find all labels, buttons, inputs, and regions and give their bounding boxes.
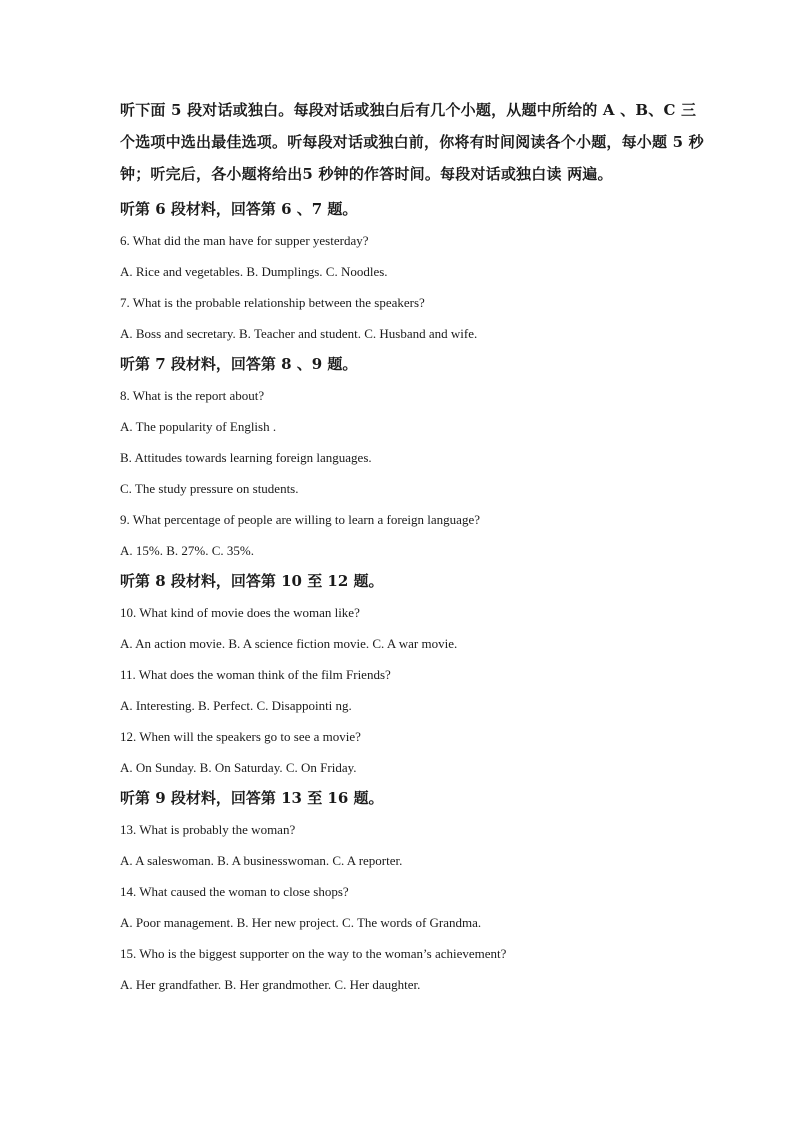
options-11: A. Interesting. B. Perfect. C. Disappointi ng. bbox=[120, 698, 352, 713]
options-9: A. 15%. B. 27%. C. 35%. bbox=[120, 543, 254, 558]
section-7 bbox=[120, 349, 710, 566]
section-heading: 听第 7 段材料，回答第 8 、9 题。 bbox=[120, 355, 358, 373]
options-6: A. Rice and vegetables. B. Dumplings. C. Noodles. bbox=[120, 264, 388, 279]
section-9 bbox=[120, 783, 710, 1000]
section-6 bbox=[120, 194, 710, 349]
question-15: 15. Who is the biggest supporter on the way to the woman’s achievement? bbox=[120, 946, 507, 961]
options-7: A. Boss and secretary. B. Teacher and student. C. Husband and wife. bbox=[120, 326, 478, 341]
options-12: A. On Sunday. B. On Saturday. C. On Friday. bbox=[120, 760, 357, 775]
question-14: 14. What caused the woman to close shops? bbox=[120, 884, 349, 899]
document-page bbox=[120, 94, 710, 1000]
question-12: 12. When will the speakers go to see a movie? bbox=[120, 729, 361, 744]
options-10: A. An action movie. B. A science fiction movie. C. A war movie. bbox=[120, 636, 458, 651]
option-8b: B. Attitudes towards learning foreign languages. bbox=[120, 450, 372, 465]
section-heading: 听第 9 段材料，回答第 13 至 16 题。 bbox=[120, 789, 384, 807]
question-6: 6. What did the man have for supper yesterday? bbox=[120, 233, 369, 248]
question-7: 7. What is the probable relationship between the speakers? bbox=[120, 295, 425, 310]
question-8: 8. What is the report about? bbox=[120, 388, 265, 403]
options-15: A. Her grandfather. B. Her grandmother. C. Her daughter. bbox=[120, 977, 421, 992]
option-8c: C. The study pressure on students. bbox=[120, 481, 299, 496]
options-14: A. Poor management. B. Her new project. C. The words of Grandma. bbox=[120, 915, 482, 930]
section-heading: 听第 6 段材料，回答第 6 、7 题。 bbox=[120, 200, 358, 218]
instructions-paragraph: 听下面 5 段对话或独白。每段对话或独白后有几个小题，从题中所给的 A 、B、C 三个选项中选出最佳选项。听每段对话或独白前，你将有时间阅读各个小题，每小题 5 秒钟；听完后，各小题将给出5 秒钟的作答时间。每段对话或独白读 两遍。 bbox=[120, 101, 704, 183]
question-13: 13. What is probably the woman? bbox=[120, 822, 296, 837]
section-8 bbox=[120, 566, 710, 783]
question-10: 10. What kind of movie does the woman like? bbox=[120, 605, 360, 620]
question-9: 9. What percentage of people are willing to learn a foreign language? bbox=[120, 512, 480, 527]
options-13: A. A saleswoman. B. A businesswoman. C. A reporter. bbox=[120, 853, 403, 868]
question-11: 11. What does the woman think of the film Friends? bbox=[120, 667, 391, 682]
section-heading: 听第 8 段材料，回答第 10 至 12 题。 bbox=[120, 572, 384, 590]
option-8a: A. The popularity of English . bbox=[120, 419, 277, 434]
